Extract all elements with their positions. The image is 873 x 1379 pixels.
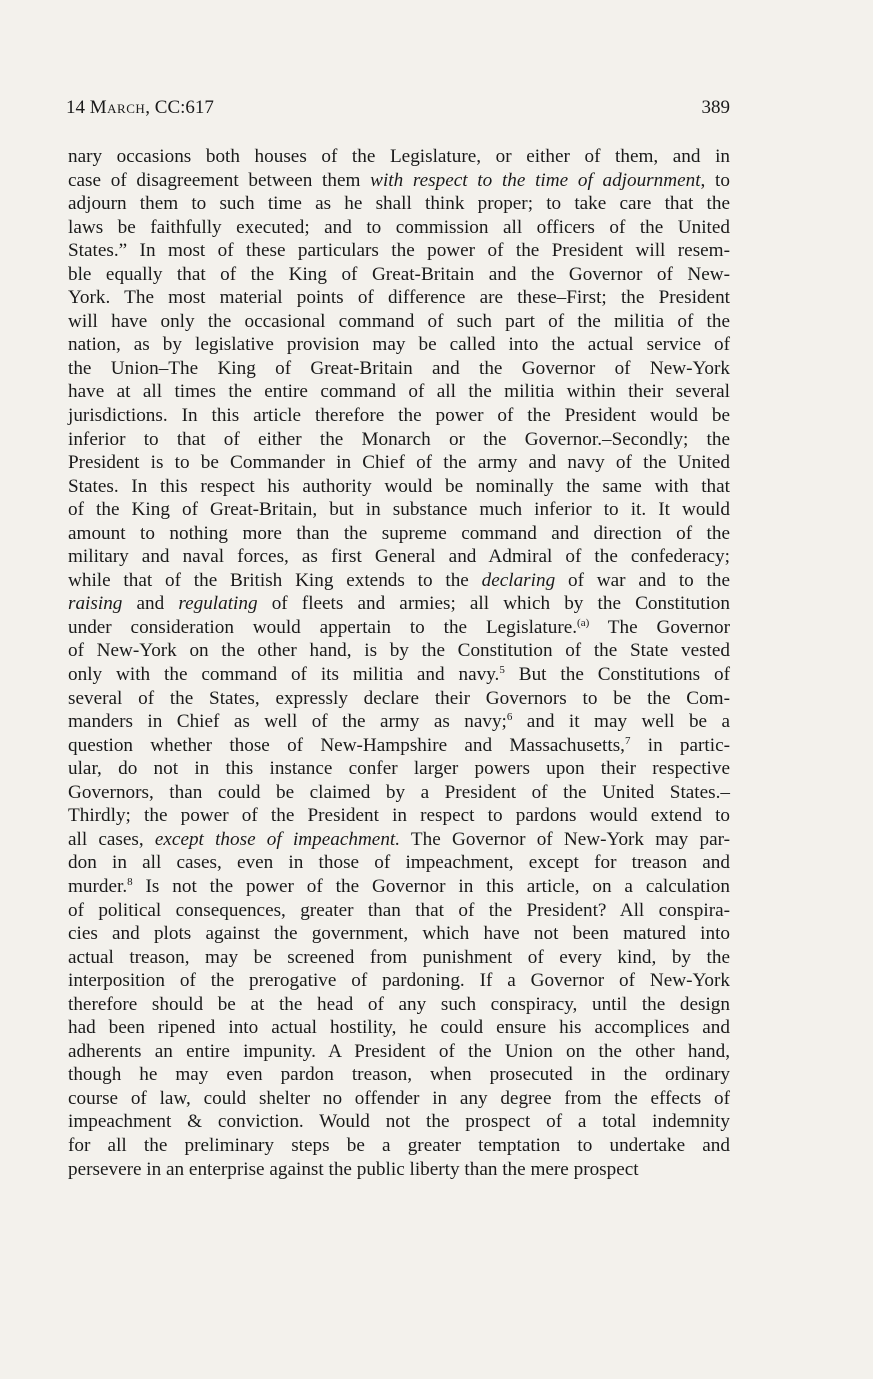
text-line [68,899,730,923]
text-run: of fleets and armies; all which by the Constitution [257,593,730,615]
text-line [68,828,730,852]
text-run: the Union–The King of Great-Britain and the Governor of New-York [68,357,730,379]
text-line [68,757,730,781]
text-line [68,286,730,310]
text-run: nary occasions both houses of the Legislature, or either of them, and in [68,146,730,167]
text-run: therefore should be at the head of any such conspiracy, until the design [68,993,730,1015]
text-line [68,333,730,357]
italic-phrase: raising [68,593,123,615]
text-run: adjourn them to such time as he shall think proper; to take care that the [68,193,730,215]
text-run: The Governor [589,616,730,638]
text-run: actual treason, may be screened from punishment of every kind, by the [68,946,730,968]
text-run: adherents an entire impunity. A President of the Union on the other hand, [68,1040,730,1062]
text-line [68,875,730,899]
header-comma: , [145,97,155,118]
text-run: of political consequences, greater than that of the President? All conspira- [68,899,730,921]
header-day: 14 [66,97,85,118]
text-run: in partic- [630,734,730,756]
footnote-ref: 6 [506,711,513,724]
text-line [68,592,730,616]
header-doc-ref: CC:617 [154,97,214,118]
text-line [68,687,730,711]
text-line [68,216,730,240]
text-line [68,522,730,546]
italic-phrase: except those of impeachment. [154,828,401,850]
body-text [68,145,730,1181]
text-line [68,1063,730,1087]
text-line [68,969,730,993]
text-run: case of disagreement between them [68,169,371,191]
text-line [68,1040,730,1064]
footnote-ref: 7 [624,734,631,747]
text-run: while that of the British King extends to the [68,569,482,591]
italic-phrase: regulating [178,593,258,615]
text-run: manders in Chief as well of the army as navy; [68,711,507,733]
text-run: Is not the power of the Governor in this article, on a calculation [132,875,730,897]
text-run: nation, as by legislative provision may be called into the actual service of [68,334,730,356]
text-line [68,310,730,334]
text-run: persevere in an enterprise against the public liberty than the mere prospect [68,1158,639,1180]
text-run: have at all times the entire command of all the militia within their several [68,381,730,403]
text-line [68,851,730,875]
text-run: of the King of Great-Britain, but in substance much inferior to it. It would [68,499,730,521]
text-run: of war and to the [555,569,730,591]
header-month: March [89,97,146,118]
text-run: President is to be Commander in Chief of the army and navy of the United [68,452,730,474]
italic-phrase: with respect to the time of adjournment [370,169,701,191]
text-line [68,451,730,475]
text-run: course of law, could shelter no offender in any degree from the effects of [68,1087,730,1109]
text-line [68,993,730,1017]
text-line [68,545,730,569]
text-run: under consideration would appertain to the Legislature. [68,616,578,638]
text-line [68,734,730,758]
text-run: though he may even pardon treason, when prosecuted in the ordinary [68,1064,730,1086]
text-line [68,380,730,404]
text-line [68,569,730,593]
text-run: cies and plots against the government, which have not been matured into [68,923,730,945]
text-run: laws be faithfully executed; and to commission all officers of the United [68,216,730,238]
text-line [68,804,730,828]
text-line [68,404,730,428]
text-run: and it may well be a [512,711,730,733]
text-line [68,1158,730,1182]
text-run: amount to nothing more than the supreme command and direction of the [68,522,730,544]
text-line [68,710,730,734]
text-line [68,663,730,687]
text-run: don in all cases, even in those of impeachment, except for treason and [68,852,730,874]
text-run: military and naval forces, as first General and Admiral of the confederacy; [68,546,730,568]
text-run: York. The most material points of difference are these–First; the President [68,287,730,309]
text-line [68,498,730,522]
text-run: The Governor of New-York may par- [400,828,730,850]
text-line [68,169,730,193]
text-run: only with the command of its militia and navy. [68,664,500,686]
footnote-ref: (a) [577,616,590,629]
text-run: question whether those of New-Hampshire and Massachusetts, [68,734,625,756]
text-run: interposition of the prerogative of pardoning. If a Governor of New-York [68,970,730,992]
footnote-ref: 5 [499,664,505,677]
text-line [68,145,730,169]
text-line [68,1087,730,1111]
text-run: inferior to that of either the Monarch or the Governor.–Secondly; the [68,428,730,450]
text-run: ble equally that of the King of Great-Britain and the Governor of New- [68,263,730,285]
text-run: murder. [68,875,128,897]
text-run: ular, do not in this instance confer larger powers upon their respective [68,758,730,780]
text-line [68,1110,730,1134]
text-run: had been ripened into actual hostility, he could ensure his accomplices and [68,1017,730,1039]
text-run: States.” In most of these particulars the power of the President will resem- [68,240,730,262]
text-line [68,263,730,287]
text-line [68,475,730,499]
text-run: , to [700,169,730,191]
text-line [68,239,730,263]
text-run: all cases, [68,828,155,850]
text-run: of New-York on the other hand, is by the Constitution of the State vested [68,640,730,662]
text-line [68,428,730,452]
text-run: Thirdly; the power of the President in respect to pardons would extend to [68,805,730,827]
text-line [68,192,730,216]
text-run: But the Constitutions of [504,664,730,686]
header-date-ref [66,96,214,120]
text-run: Governors, than could be claimed by a President of the United States.– [68,781,730,803]
text-run: for all the preliminary steps be a greater temptation to undertake and [68,1134,730,1156]
text-run: will have only the occasional command of such part of the militia of the [68,310,730,332]
text-line [68,357,730,381]
text-run: and [122,593,179,615]
page-number: 389 [701,97,730,118]
text-line [68,639,730,663]
text-run: States. In this respect his authority would be nominally the same with that [68,475,730,497]
text-line [68,781,730,805]
text-line [68,1016,730,1040]
text-line [68,946,730,970]
text-run: jurisdictions. In this article therefore the power of the President would be [68,405,730,427]
footnote-ref: 8 [127,875,133,888]
text-run: several of the States, expressly declare their Governors to be the Com- [68,687,730,709]
text-run: impeachment & conviction. Would not the prospect of a total indemnity [68,1111,730,1133]
italic-phrase: declaring [481,569,556,591]
text-line [68,922,730,946]
text-line [68,1134,730,1158]
text-line [68,616,730,640]
